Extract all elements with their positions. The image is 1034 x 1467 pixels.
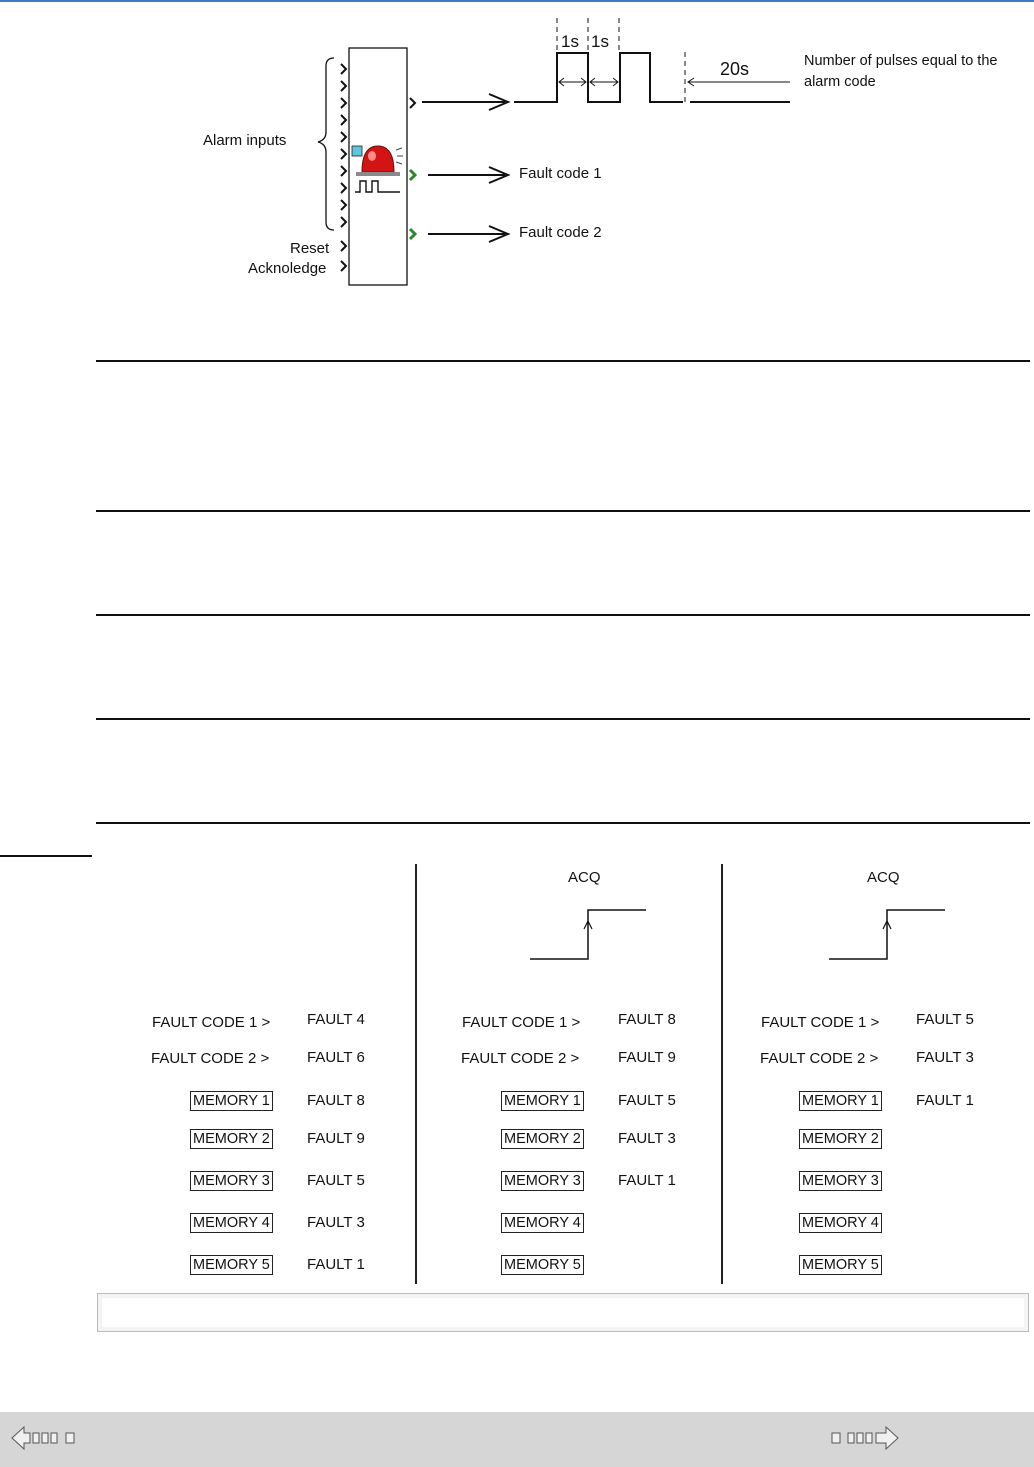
fault-code-2-value: FAULT 9: [618, 1049, 676, 1066]
memory-1-label: MEMORY 1: [799, 1091, 882, 1111]
diagram-drawing: [0, 0, 1034, 300]
fault-code-1-label: FAULT CODE 1 >: [761, 1014, 880, 1031]
memory-2-label: MEMORY 2: [799, 1129, 882, 1149]
alarm-inputs-brace: [318, 58, 334, 230]
divider-5: [96, 822, 1030, 824]
divider-3: [96, 614, 1030, 616]
input-connectors: [341, 64, 346, 271]
fault-code-2-label: FAULT CODE 2 >: [760, 1050, 879, 1067]
pulse-time-2-label: 1s: [591, 32, 609, 51]
fault-code-1-label: FAULT CODE 1 >: [152, 1014, 271, 1031]
acq-label: ACQ: [568, 869, 601, 886]
next-page-button[interactable]: [830, 1424, 900, 1452]
memory-4-label: MEMORY 4: [799, 1213, 882, 1233]
alarm-inputs-label: Alarm inputs: [203, 132, 287, 149]
fault-code-2-label: FAULT CODE 2 >: [151, 1050, 270, 1067]
divider-2: [96, 510, 1030, 512]
memory-3-label: MEMORY 3: [799, 1171, 882, 1191]
memory-3-label: MEMORY 3: [501, 1171, 584, 1191]
output-arrows: [422, 94, 508, 242]
output-connector-2: [410, 170, 415, 180]
memory-1-value: FAULT 8: [307, 1092, 365, 1109]
memory-5-label: MEMORY 5: [799, 1255, 882, 1275]
fault-code-1-label: FAULT CODE 1 >: [462, 1014, 581, 1031]
previous-page-button[interactable]: [10, 1424, 80, 1452]
timing-markers: [559, 78, 790, 86]
divider-1: [96, 360, 1030, 362]
memory-1-value: FAULT 5: [618, 1092, 676, 1109]
memory-1-value: FAULT 1: [916, 1092, 974, 1109]
fault-code-2-output-label: Fault code 2: [519, 224, 602, 241]
memory-4-label: MEMORY 4: [190, 1213, 273, 1233]
pulse-note: Number of pulses equal to the alarm code: [804, 53, 998, 90]
pulse-time-1-label: 1s: [561, 32, 579, 51]
fault-code-2-value: FAULT 3: [916, 1049, 974, 1066]
memory-2-label: MEMORY 2: [190, 1129, 273, 1149]
caption-box: [97, 1293, 1029, 1332]
memory-5-value: FAULT 1: [307, 1256, 365, 1273]
memory-2-label: MEMORY 2: [501, 1129, 584, 1149]
memory-3-value: FAULT 5: [307, 1172, 365, 1189]
memory-3-value: FAULT 1: [618, 1172, 676, 1189]
reset-input-label: Reset: [290, 240, 330, 257]
left-arrow-icon: [10, 1424, 80, 1452]
alarm-block-diagram: [0, 0, 1034, 300]
memory-2-value: FAULT 9: [307, 1130, 365, 1147]
right-arrow-icon: [830, 1424, 900, 1452]
memory-1-label: MEMORY 1: [501, 1091, 584, 1111]
fault-code-2-label: FAULT CODE 2 >: [461, 1050, 580, 1067]
acq-step-signal: [827, 905, 949, 965]
output-connector-1: [410, 98, 415, 108]
fault-code-1-value: FAULT 8: [618, 1011, 676, 1028]
panel-separator-2: [721, 864, 723, 1284]
memory-5-label: MEMORY 5: [190, 1255, 273, 1275]
pause-time-label: 20s: [720, 59, 750, 79]
panel-separator-1: [415, 864, 417, 1284]
acq-label: ACQ: [867, 869, 900, 886]
footnote-rule: [0, 855, 92, 857]
output-connector-3: [410, 229, 415, 239]
fault-code-2-value: FAULT 6: [307, 1049, 365, 1066]
memory-2-value: FAULT 3: [618, 1130, 676, 1147]
navigation-bar: [0, 1412, 1034, 1467]
fault-code-1-output-label: Fault code 1: [519, 165, 602, 182]
memory-5-label: MEMORY 5: [501, 1255, 584, 1275]
memory-4-label: MEMORY 4: [501, 1213, 584, 1233]
divider-4: [96, 718, 1030, 720]
fault-code-1-value: FAULT 4: [307, 1011, 365, 1028]
acknowledge-input-label: Acknoledge: [248, 260, 327, 277]
fault-code-1-value: FAULT 5: [916, 1011, 974, 1028]
memory-3-label: MEMORY 3: [190, 1171, 273, 1191]
memory-4-value: FAULT 3: [307, 1214, 365, 1231]
acq-step-signal: [528, 905, 650, 965]
memory-1-label: MEMORY 1: [190, 1091, 273, 1111]
